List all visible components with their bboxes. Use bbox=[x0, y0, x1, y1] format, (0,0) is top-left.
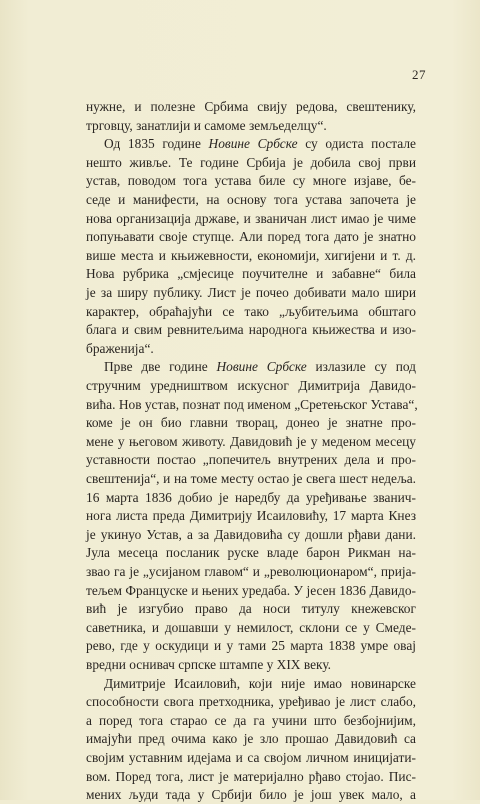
line-text: устав, поводом тога устава биле су многе изјаве, бе- bbox=[86, 173, 416, 189]
text-line bbox=[86, 154, 416, 172]
text-line bbox=[86, 600, 416, 618]
line-text: Нова рубрика „смјесице поучителне и забавне“ била bbox=[86, 266, 416, 282]
text-line bbox=[86, 526, 416, 544]
text-line bbox=[86, 489, 416, 507]
page-number: 27 bbox=[412, 67, 426, 82]
text-line bbox=[86, 117, 416, 135]
line-text: звао га је „усијаном главом“ и „революционаром“, прија- bbox=[86, 564, 416, 579]
text-line bbox=[104, 135, 416, 153]
text-line bbox=[86, 582, 416, 600]
line-text: нога листа преда Димитрију Исаиловићу, 17 марта Кнез bbox=[86, 508, 416, 524]
line-text: блага и свим ревнитељима народнога књижества и изо- bbox=[86, 322, 416, 338]
text-line bbox=[104, 358, 416, 376]
line-text: имајући пред очима како је зло прошао Давидовић са bbox=[86, 731, 416, 747]
line-text: је укинуо Устав, а за Давидовића су дошли рђави дани. bbox=[86, 526, 416, 542]
line-text: Димитрије Исаиловић, који није имао новинарске bbox=[104, 675, 416, 691]
text-line bbox=[86, 265, 416, 283]
text-line bbox=[86, 433, 416, 451]
text-line bbox=[86, 768, 416, 786]
text-line bbox=[104, 675, 416, 693]
text-line bbox=[86, 396, 416, 414]
text-line bbox=[86, 470, 416, 488]
line-text: Прве две године bbox=[104, 359, 217, 375]
text-line bbox=[86, 377, 416, 395]
line-text: попуњавати своје ступце. Али поред тога дато је знатно bbox=[86, 229, 416, 245]
line-text: нужне, и полезне Србима свију редова, свештенику, bbox=[86, 99, 416, 114]
text-line bbox=[86, 303, 416, 321]
line-text: способности свога претходника, уређивао је лист слабо, bbox=[86, 694, 416, 710]
line-text: саветника, и дошавши у немилост, склони се у Смеде- bbox=[86, 619, 416, 635]
text-line bbox=[86, 284, 416, 302]
line-text: уставности постао „попечитељ внутрених дела и про- bbox=[86, 452, 416, 468]
text-line bbox=[86, 340, 416, 358]
line-text: вић је изгубио право да носи титулу кнежевског bbox=[86, 601, 416, 617]
line-text: излазиле су под bbox=[306, 359, 416, 375]
line-text: Јула месеца посланик руске владе барон Рикман на- bbox=[86, 545, 416, 561]
line-text: трговцу, занатлији и самоме земљеделцу“. bbox=[86, 117, 327, 133]
text-line bbox=[86, 507, 416, 525]
text-line bbox=[86, 191, 416, 209]
line-text: су одиста постале bbox=[297, 136, 416, 152]
text-line bbox=[86, 563, 416, 581]
text-line bbox=[86, 693, 416, 711]
text-line bbox=[86, 172, 416, 190]
line-text: браженија“. bbox=[86, 340, 154, 356]
text-line bbox=[86, 749, 416, 767]
text-line bbox=[86, 544, 416, 562]
line-text: Од 1835 године bbox=[104, 136, 209, 152]
text-line bbox=[86, 98, 416, 116]
line-text: мених људи тада у Србији било је још увек мало, а bbox=[86, 787, 416, 803]
text-line bbox=[86, 712, 416, 730]
text-line bbox=[86, 228, 416, 246]
text-line bbox=[86, 247, 416, 265]
line-text: рево, где у оскудици и у тами 25 марта 1838 умре овај bbox=[86, 638, 416, 654]
text-line bbox=[86, 210, 416, 228]
text-line bbox=[86, 637, 416, 655]
text-line bbox=[86, 321, 416, 339]
text-line bbox=[86, 730, 416, 748]
line-text: је за ширу публику. Лист је почео добивати мало шири bbox=[86, 285, 416, 300]
line-text: вом. Поред тога, лист је материјално рђаво стојао. Пис- bbox=[86, 768, 416, 784]
line-text: стручним уредништвом искусног Димитрија Давидо- bbox=[86, 378, 416, 393]
line-text: више места и књижевности, економији, хигијени и т. д. bbox=[86, 247, 416, 263]
text-line bbox=[86, 656, 416, 674]
line-text: карактер, обраћајући се тако „љубитељима обштаго bbox=[86, 303, 416, 319]
line-text: коме је он био главни творац, донео је знатне про- bbox=[86, 415, 416, 431]
line-text: а поред тога старао се да га учини што безбојнијим, bbox=[86, 712, 416, 728]
text-line bbox=[86, 619, 416, 637]
line-text: нешто живље. Те године Србија је добила свој први bbox=[86, 154, 416, 170]
line-text: 16 марта 1836 добио је наредбу да уређивање званич- bbox=[86, 489, 416, 505]
line-text: мене у његовом животу. Давидовић је у меденом месецу bbox=[86, 433, 416, 449]
line-text: својим уставним идејама и са својом личном иницијати- bbox=[86, 750, 416, 765]
text-line bbox=[86, 414, 416, 432]
text-line bbox=[86, 786, 416, 804]
line-text: вредни оснивач српске штампе у XIX веку. bbox=[86, 657, 332, 672]
line-text: свештенија“, и на томе месту остао је свега шест недеља. bbox=[86, 471, 416, 486]
text-line bbox=[86, 451, 416, 469]
line-text: вића. Нов устав, познат под именом „Сретењског Устава“, bbox=[86, 396, 418, 412]
italic-title-text: Новине Србске bbox=[208, 136, 298, 152]
line-text: нова организација државе, и званичан лист имао је чиме bbox=[86, 210, 416, 226]
line-text: седе и манифести, на основу тога устава започета је bbox=[86, 192, 416, 207]
line-text: тељем Француске и њених уредаба. У јесен 1836 Давидо- bbox=[86, 582, 416, 598]
italic-title-text: Новине Србске bbox=[216, 359, 307, 375]
